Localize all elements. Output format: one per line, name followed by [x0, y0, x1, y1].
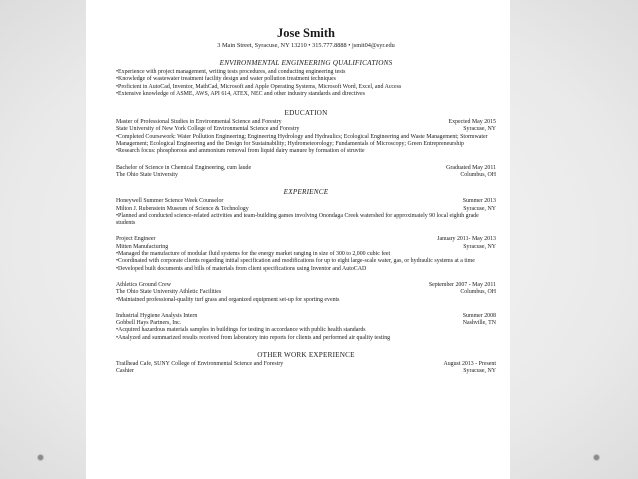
- job-date: Summer 2008: [462, 312, 496, 319]
- school: The Ohio State University: [116, 171, 179, 178]
- job-title: Athletics Ground Crew: [116, 281, 171, 288]
- job-header: [116, 198, 496, 205]
- slide-dot-right: [594, 455, 599, 460]
- other-job-role: Cashier: [116, 368, 134, 375]
- education-bachelors-header: [116, 165, 496, 172]
- job-location: Syracuse, NY: [463, 243, 496, 250]
- job-org-name: The Ohio State University Athletic Facilities: [116, 289, 222, 296]
- slide-dot-left: [38, 455, 43, 460]
- job-location: Syracuse, NY: [463, 205, 496, 212]
- job-org: [116, 289, 496, 296]
- contact-line: 3 Main Street, Syracuse, NY 13210 • 315.777.8888 • jsmit04@syr.edu: [217, 42, 395, 49]
- school: State University of New York College of Environmental Science and Forestry: [116, 126, 300, 133]
- job-org: [116, 206, 496, 213]
- date: Expected May 2015: [448, 119, 496, 126]
- location: Columbus, OH: [460, 171, 496, 178]
- coursework-bullet: •Completed Coursework: Water Pollution Engineering; Engineering Hydrology and Hydraulics; Ecological Engineering and Waste Management; Stormwater Management; Ecological Engineering and the Design for Sustainability; Hydrometeorology; Fundamentals of Microscopy; Green Entrepreneurship: [116, 133, 488, 148]
- job-org-name: Milton J. Rubenstein Museum of Science & Technology: [116, 205, 249, 212]
- job-bullet: •Maintained professional-quality turf grass and organized equipment set-up for sporting events: [116, 296, 340, 303]
- job-org-name: Gobbell Hays Partners, Inc.: [116, 320, 182, 327]
- qualification-bullet: •Knowledge of wastewater treatment facility design and water pollution treatment techniques: [116, 76, 336, 83]
- resume-name: Jose Smith: [277, 26, 335, 40]
- job-org: [116, 244, 496, 251]
- section-qualifications-title: ENVIRONMENTAL ENGINEERING QUALIFICATIONS: [219, 59, 393, 67]
- qualification-bullet: •Experience with project management, writing tests procedures, and conducting engineering tests: [116, 69, 346, 75]
- job-bullet: •Analyzed and summarized results received from laboratory into reports for clients and performed air quality testing: [116, 334, 391, 341]
- degree: Master of Professional Studies in Environmental Science and Forestry: [116, 119, 282, 126]
- section-education-title: EDUCATION: [284, 109, 328, 118]
- date: Graduated May 2011: [446, 164, 496, 171]
- other-job-header: [116, 361, 496, 368]
- job-date: September 2007 - May 2011: [428, 281, 496, 288]
- job-title: Project Engineer: [116, 236, 156, 243]
- section-other-experience-title: OTHER WORK EXPERIENCE: [257, 351, 355, 360]
- job-bullet: •Acquired hazardous materials samples in buildings for testing in accordance with public health standards: [116, 327, 366, 334]
- degree: Bachelor of Science in Chemical Engineering, cum laude: [116, 164, 252, 171]
- job-location: Columbus, OH: [460, 289, 496, 296]
- job-header: [116, 313, 496, 320]
- job-header: [116, 236, 496, 243]
- resume-page: [86, 0, 510, 479]
- job-title: Honeywell Summer Science Week Counselor: [116, 198, 224, 205]
- other-job-role-row: [116, 368, 496, 375]
- section-experience-title: EXPERIENCE: [283, 188, 329, 197]
- education-masters-school: [116, 126, 496, 133]
- job-date: January 2011- May 2013: [437, 236, 496, 243]
- education-bachelors-school: [116, 172, 496, 179]
- job-bullet: •Planned and conducted science-related activities and team-building games involving Onondaga Creek watershed for approximately 90 local eighth grade students: [116, 212, 479, 227]
- other-job-org: Trailhead Cafe, SUNY College of Environmental Science and Forestry: [116, 361, 284, 368]
- qualification-bullet: •Extensive knowledge of ASME, AWS, API 614, ATEX, NEC and other industry standards and directives: [116, 90, 365, 97]
- job-bullet: •Developed built documents and bills of materials from client specifications using Inventor and AutoCAD: [116, 265, 367, 272]
- other-job-location: Syracuse, NY: [463, 368, 496, 375]
- job-location: Nashville, TN: [462, 320, 496, 327]
- research-bullet: •Research focus: phosphorous and ammonium removal from liquid dairy manure by formation of struvite: [116, 148, 365, 155]
- job-bullet: •Managed the manufacture of modular fluid systems for the energy market ranging in size of 300 to 2,000 cubic feet: [116, 251, 391, 258]
- job-date: Summer 2013: [462, 198, 496, 205]
- job-bullet: •Coordinated with corporate clients regarding initial specification and modifications for up to eight large-scale water, gas, or hydraulic systems at a time: [116, 258, 475, 265]
- qualification-bullet: •Proficient in AutoCad, Inventor, MathCad, Microsoft and Apple Operating Systems, Microsoft Word, Excel, and Access: [116, 83, 402, 90]
- other-job-date: August 2013 - Present: [443, 361, 496, 368]
- job-header: [116, 282, 496, 289]
- job-title: Industrial Hygiene Analysis Intern: [116, 312, 198, 319]
- job-org-name: Mitten Manufacturing: [116, 243, 169, 250]
- location: Syracuse, NY: [463, 126, 496, 133]
